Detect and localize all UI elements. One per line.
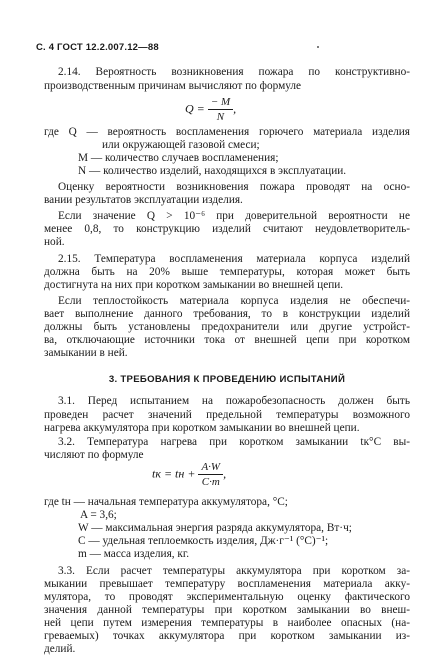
- p214-assess-1: Оценку вероятности возникновения пожара проводят на осно-: [58, 181, 410, 193]
- formula-q-fraction: [208, 96, 233, 123]
- formula-tk-left: tк = tн +: [152, 466, 196, 481]
- formula-tk: [152, 461, 226, 488]
- p214-where-m: M — количество случаев воспламенения;: [78, 152, 279, 164]
- formula-tk-numerator: A·W: [198, 461, 223, 475]
- p33-line-7: делий.: [44, 643, 76, 655]
- p214-if-3: ной.: [44, 236, 65, 248]
- page-header: С. 4 ГОСТ 12.2.007.12—88: [36, 42, 159, 53]
- p33-line-5: ней цепи путем измерения температуры в наиболее опасных (на-: [44, 617, 410, 629]
- p215-line-2: должна быть на 20% выше температуры, которая может быть: [44, 266, 410, 278]
- p32-where-tn: где tн — начальная температура аккумулятора, °C;: [44, 496, 288, 508]
- formula-tk-denominator: C·m: [201, 476, 220, 488]
- p215-line-7: ва, отключающие источники тока от внешней цепи при коротком: [44, 334, 410, 346]
- p214-where-q-cont: или окружающей газовой смеси;: [102, 139, 260, 151]
- p214-line-2: производственным причинам вычисляют по формуле: [44, 80, 302, 92]
- formula-q-left: Q =: [185, 101, 205, 116]
- p215-line-1: 2.15. Температура воспламенения материала корпуса изделий: [58, 253, 410, 265]
- p33-line-1: 3.3. Если расчет температуры аккумулятора при коротком за-: [58, 565, 410, 577]
- p214-assess-2: вании результатов эксплуатации изделия.: [44, 194, 243, 206]
- p31-line-1: 3.1. Перед испытанием на пожаробезопасность должен быть: [58, 395, 410, 407]
- formula-tk-tail: ,: [223, 466, 227, 481]
- p32-line-2: числяют по формуле: [44, 449, 144, 461]
- p214-if-1: Если значение Q > 10⁻⁶ при доверительной вероятности не: [58, 210, 410, 222]
- p214-line-1: 2.14. Вероятность возникновения пожара по конструктивно-: [58, 66, 410, 78]
- p32-where-c: C — удельная теплоемкость изделия, Дж·г⁻¹ (°C)⁻¹;: [78, 535, 329, 547]
- p214-where-n: N — количество изделий, находящихся в эксплуатации.: [78, 165, 347, 177]
- p31-line-3: нагрева аккумулятора при коротком замыкании во внешней цепи.: [44, 422, 360, 434]
- p214-where-q: где Q — вероятность воспламенения горючего материала изделия: [44, 126, 410, 138]
- p215-line-8: замыкании в ней.: [44, 347, 128, 359]
- p32-where-a: A = 3,6;: [80, 509, 117, 521]
- p32-where-m: m — масса изделия, кг.: [78, 548, 190, 560]
- formula-q-denominator: N: [216, 111, 225, 123]
- p32-where-w: W — максимальная энергия разряда аккумулятора, Вт·ч;: [78, 522, 352, 534]
- formula-q-numerator: − M: [208, 96, 233, 110]
- p215-line-3: достигнута на них при коротком замыкании во внешней цепи.: [44, 279, 344, 291]
- p33-line-6: греваемых) точках аккумулятора при коротком замыкании из-: [44, 630, 410, 642]
- p32-line-1: 3.2. Температура нагрева при коротком замыкании tк°С вы-: [58, 436, 410, 448]
- formula-q: [185, 96, 236, 123]
- section-3-heading: 3. ТРЕБОВАНИЯ К ПРОВЕДЕНИЮ ИСПЫТАНИЙ: [108, 374, 346, 385]
- p215-line-5: вает выполнение данного требования, то в конструкции изделий: [44, 308, 410, 320]
- p33-line-4: значения данной температуры при коротком замыкании во внеш-: [44, 604, 410, 616]
- formula-q-tail: ,: [233, 101, 237, 116]
- speck-mark: [317, 46, 319, 48]
- p215-line-6: должны быть установлены предохранители или другие устройст-: [44, 321, 410, 333]
- p33-line-3: мулятора, то проводят экспериментальную оценку фактического: [44, 591, 410, 603]
- p33-line-2: мыкании превышает температуру воспламенения материала акку-: [44, 578, 410, 590]
- p215-line-4: Если теплостойкость материала корпуса изделия не обеспечи-: [58, 295, 410, 307]
- formula-tk-fraction: [198, 461, 223, 488]
- p214-if-2: менее 0,8, то конструкцию изделий считают неудовлетворитель-: [44, 223, 410, 235]
- p31-line-2: проведен расчет значений предельной температуры возможного: [44, 409, 410, 421]
